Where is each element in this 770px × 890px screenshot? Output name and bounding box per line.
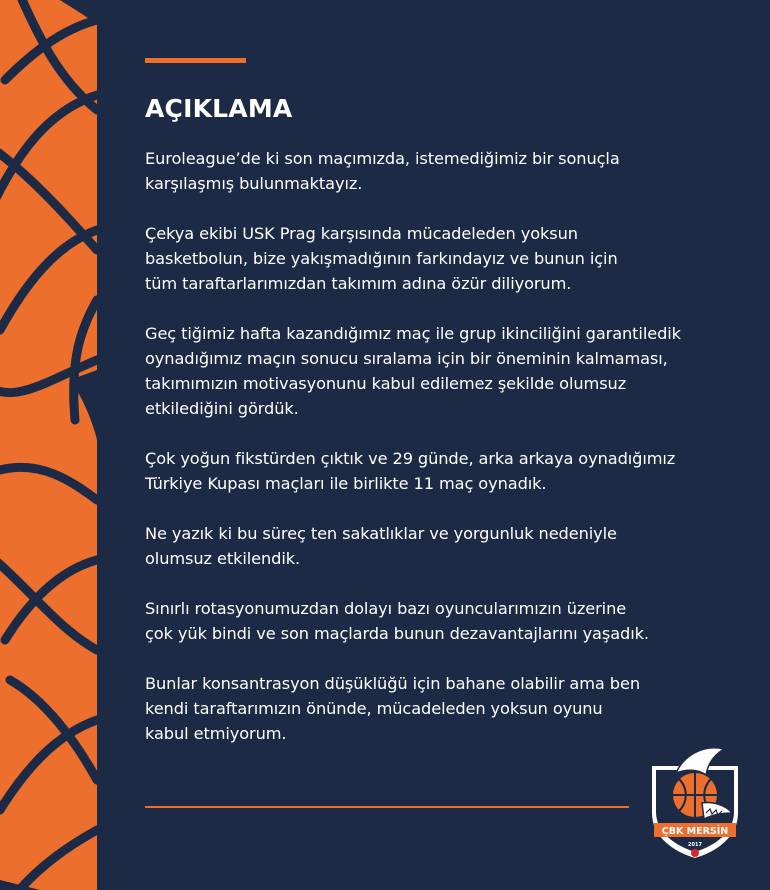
shark-basketball-crest-icon bbox=[646, 743, 744, 861]
logo-name: ÇBK MERSİN bbox=[661, 826, 729, 837]
paragraph-1: Euroleague’de ki son maçımızda, istemediğimiz bir sonuçla karşılaşmış bulunmaktayız. bbox=[145, 149, 620, 193]
statement-body bbox=[145, 146, 745, 771]
paragraph-2: Çekya ekibi USK Prag karşısında mücadeleden yoksun basketbolun, bize yakışmadığının farkındayız ve bunun için tüm taraftarlarımızdan takımım adına özür diliyorum. bbox=[145, 224, 618, 293]
basketball-pattern-decoration bbox=[0, 0, 97, 890]
paragraph-6: Sınırlı rotasyonumuzdan dolayı bazı oyuncularımızın üzerine çok yük bindi ve son maçlarda bunun dezavantajlarını yaşadık. bbox=[145, 599, 649, 643]
logo-year: 2017 bbox=[688, 842, 702, 848]
paragraph-7: Bunlar konsantrasyon düşüklüğü için bahane olabilir ama ben kendi taraftarımızın önünde, mücadeleden yoksun oyunu kabul etmiyorum. bbox=[145, 674, 640, 743]
bottom-accent-rule bbox=[145, 806, 629, 808]
paragraph-5: Ne yazık ki bu süreç ten sakatlıklar ve yorgunluk nedeniyle olumsuz etkilendik. bbox=[145, 524, 617, 568]
top-accent-rule bbox=[145, 58, 246, 63]
statement-title: AÇIKLAMA bbox=[145, 94, 293, 123]
paragraph-3: Geç tiğimiz hafta kazandığımız maç ile grup ikinciliğini garantiledik oynadığımız maçın sonucu sıralama için bir öneminin kalmaması, takımımızın motivasyonunu kabul edilemez şekilde olumsuz etkilediğini gördük. bbox=[145, 324, 681, 418]
paragraph-4: Çok yoğun fikstürden çıktık ve 29 günde, arka arkaya oynadığımız Türkiye Kupası maçları ile birlikte 11 maç oynadık. bbox=[145, 449, 676, 493]
